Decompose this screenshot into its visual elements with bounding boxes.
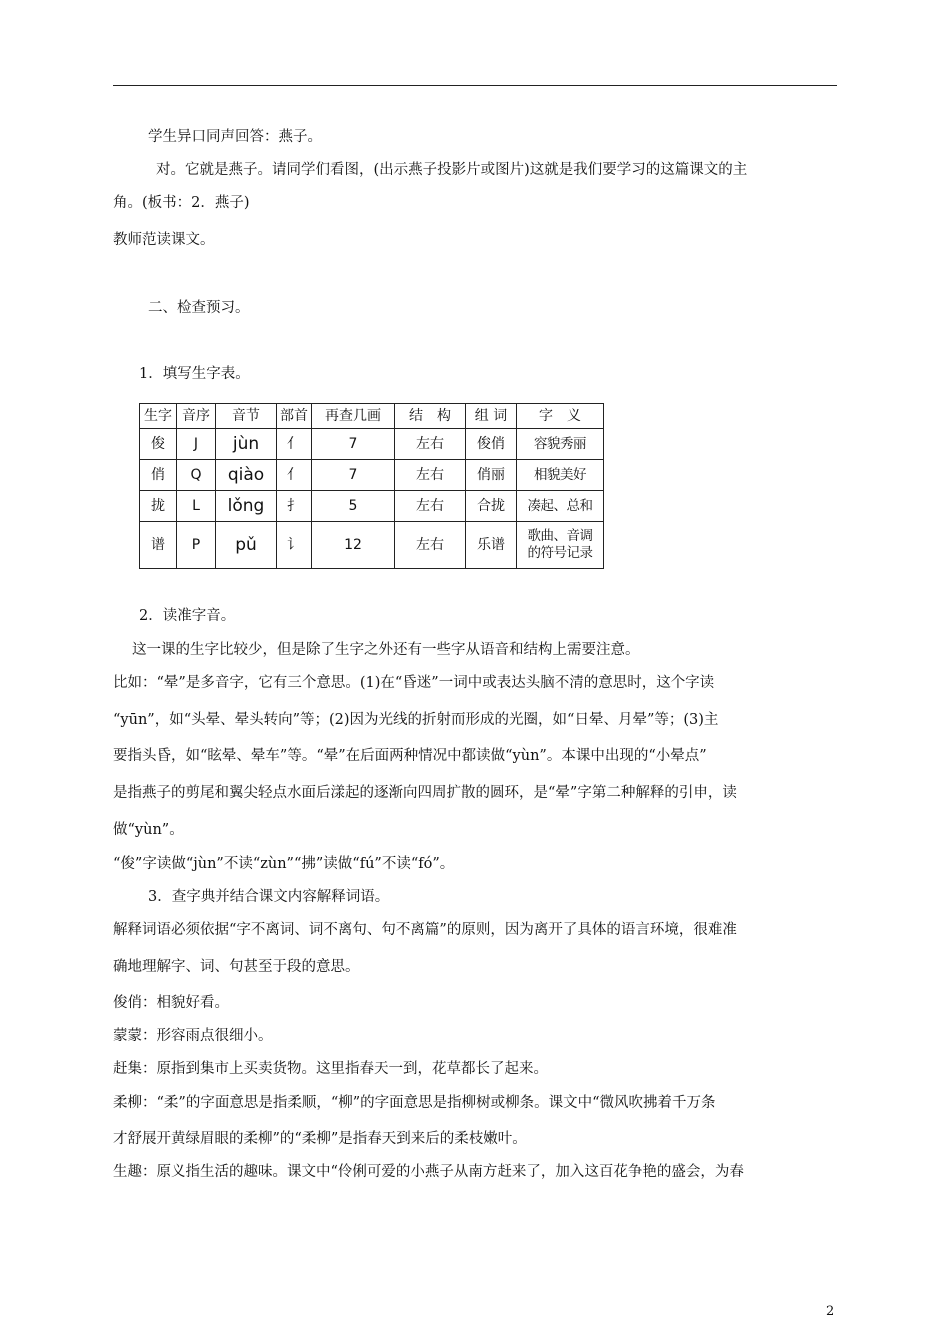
text-line: 确地理解字、词、句甚至于段的意思。 — [113, 959, 360, 975]
text-line: 比如：“晕”是多音字，它有三个意思。(1)在“昏迷”一词中或表达头脑不清的意思时，这个字读 — [113, 675, 715, 691]
column-header: 结 构 — [395, 404, 466, 429]
cell-meaning — [517, 522, 604, 569]
column-header: 音序 — [177, 404, 216, 429]
cell-strokes: 7 — [312, 460, 395, 491]
cell-word: 合拢 — [466, 491, 517, 522]
column-header: 再查几画 — [312, 404, 395, 429]
text-line: 赶集：原指到集市上买卖货物。这里指春天一到，花草都长了起来。 — [113, 1061, 548, 1077]
cell-index: J — [177, 429, 216, 460]
cell-char: 俊 — [140, 429, 177, 460]
cell-structure: 左右 — [395, 491, 466, 522]
cell-meaning-line: 歌曲、音调 — [527, 528, 593, 544]
cell-structure: 左右 — [395, 460, 466, 491]
text-line: 才舒展开黄绿眉眼的柔柳”的“柔柳”是指春天到来后的柔枝嫩叶。 — [113, 1131, 527, 1147]
table-header-row — [140, 404, 604, 429]
table-row — [140, 429, 604, 460]
text-line: 做“yùn”。 — [113, 822, 184, 838]
page-number: 2 — [826, 1304, 835, 1319]
text-line: 教师范读课文。 — [113, 232, 215, 248]
cell-radical: 讠 — [277, 522, 312, 569]
cell-pinyin: lǒng — [216, 491, 277, 522]
column-header: 音节 — [216, 404, 277, 429]
cell-char: 俏 — [140, 460, 177, 491]
cell-pinyin: pǔ — [216, 522, 277, 569]
cell-strokes: 12 — [312, 522, 395, 569]
cell-strokes: 5 — [312, 491, 395, 522]
column-header: 部首 — [277, 404, 312, 429]
text-line: 解释词语必须依据“字不离词、词不离句、句不离篇”的原则，因为离开了具体的语言环境，很难准 — [113, 922, 737, 938]
cell-meaning: 凑起、总和 — [517, 491, 604, 522]
cell-structure: 左右 — [395, 522, 466, 569]
column-header: 生字 — [140, 404, 177, 429]
text-line: “yūn”，如“头晕、晕头转向”等；(2)因为光线的折射而形成的光圈，如“日晕、月晕”等；(3)主 — [113, 712, 719, 728]
subsection-heading: 3．查字典并结合课文内容解释词语。 — [148, 889, 390, 905]
cell-pinyin: jùn — [216, 429, 277, 460]
cell-word: 乐谱 — [466, 522, 517, 569]
column-header: 组 词 — [466, 404, 517, 429]
cell-index: P — [177, 522, 216, 569]
column-header: 字 义 — [517, 404, 604, 429]
cell-meaning: 容貌秀丽 — [517, 429, 604, 460]
text-line: 蒙蒙：形容雨点很细小。 — [113, 1028, 273, 1044]
cell-meaning: 相貌美好 — [517, 460, 604, 491]
cell-radical: 亻 — [277, 460, 312, 491]
new-character-table — [139, 403, 604, 569]
cell-pinyin: qiào — [216, 460, 277, 491]
text-line: 柔柳：“柔”的字面意思是指柔顺，“柳”的字面意思是指柳树或柳条。课文中“微风吹拂着千万条 — [113, 1095, 716, 1111]
cell-index: L — [177, 491, 216, 522]
text-line: 是指燕子的剪尾和翼尖轻点水面后漾起的逐渐向四周扩散的圆环，是“晕”字第二种解释的引申，读 — [113, 785, 737, 801]
cell-radical: 亻 — [277, 429, 312, 460]
cell-structure: 左右 — [395, 429, 466, 460]
cell-strokes: 7 — [312, 429, 395, 460]
cell-index: Q — [177, 460, 216, 491]
text-line: 这一课的生字比较少，但是除了生字之外还有一些字从语音和结构上需要注意。 — [132, 642, 640, 658]
text-line: 要指头昏，如“眩晕、晕车”等。“晕”在后面两种情况中都读做“yùn”。本课中出现的“小晕点” — [113, 748, 707, 764]
cell-char: 拢 — [140, 491, 177, 522]
subsection-heading: 2．读准字音。 — [139, 608, 236, 624]
text-line: 对。它就是燕子。请同学们看图，(出示燕子投影片或图片)这就是我们要学习的这篇课文的主 — [156, 162, 748, 178]
subsection-heading: 1．填写生字表。 — [139, 366, 250, 382]
cell-word: 俊俏 — [466, 429, 517, 460]
text-line: 角。(板书：2．燕子) — [113, 195, 250, 211]
section-heading: 二、检查预习。 — [148, 300, 250, 316]
text-line: 学生异口同声回答：燕子。 — [148, 129, 322, 145]
cell-radical: 扌 — [277, 491, 312, 522]
text-line: 生趣：原义指生活的趣味。课文中“伶俐可爱的小燕子从南方赶来了，加入这百花争艳的盛会，为春 — [113, 1164, 744, 1180]
cell-meaning-line: 的符号记录 — [527, 545, 593, 561]
table-row — [140, 491, 604, 522]
header-rule — [113, 85, 837, 86]
cell-char: 谱 — [140, 522, 177, 569]
table-row — [140, 522, 604, 569]
text-line: “俊”字读做“jùn”不读“zùn”“拂”读做“fú”不读“fó”。 — [113, 856, 455, 872]
table-row — [140, 460, 604, 491]
cell-word: 俏丽 — [466, 460, 517, 491]
text-line: 俊俏：相貌好看。 — [113, 995, 229, 1011]
